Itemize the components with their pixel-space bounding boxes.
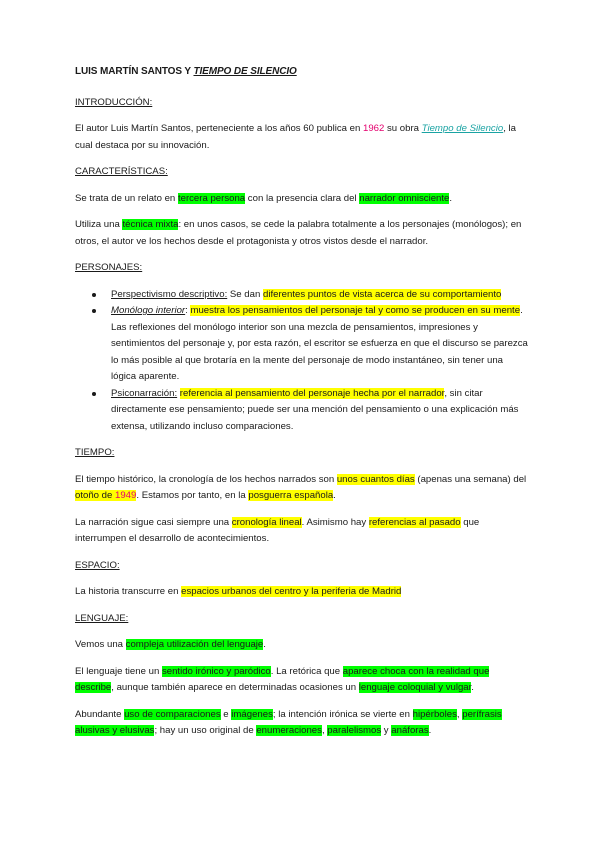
heading-espacio: ESPACIO: — [75, 559, 120, 571]
text: , — [321, 725, 328, 736]
item-label: Psiconarración: — [111, 387, 178, 399]
highlight: aparece choca con la realidad que describe — [75, 665, 490, 693]
text: La narración sigue casi siempre una — [75, 516, 232, 528]
caracteristicas-paragraph-1 — [75, 191, 530, 208]
text: . — [263, 639, 266, 650]
text: El lenguaje tiene un — [75, 665, 162, 677]
highlight: anáforas — [391, 725, 429, 736]
text: Vemos una — [75, 639, 126, 650]
tiempo-paragraph-2 — [75, 515, 530, 548]
heading-personajes: PERSONAJES: — [75, 262, 143, 273]
text: . La retórica que — [270, 665, 343, 677]
highlight: espacios urbanos del centro y la periferia de Madrid — [181, 586, 402, 597]
text: ; hay un uso original de — [154, 725, 257, 736]
highlight: referencias al pasado — [368, 516, 461, 528]
intro-paragraph — [75, 121, 530, 154]
highlight: posguerra española — [248, 490, 334, 501]
text: (apenas una semana) del — [414, 473, 527, 485]
text: e — [220, 708, 232, 720]
year-1949: 1949 — [115, 490, 137, 501]
text: Utiliza una — [75, 219, 123, 230]
highlight: compleja utilización del lenguaje — [125, 639, 264, 650]
highlight: lenguaje coloquial y vulgar — [358, 682, 472, 693]
text: , la cual destaca por su innovación. — [75, 123, 517, 151]
highlight: técnica mixta — [122, 219, 179, 230]
highlight: paralelismos — [327, 725, 382, 736]
text: otoño de — [75, 490, 116, 501]
text: La historia transcurre en — [75, 586, 182, 597]
text: : en unos casos, se cede la palabra totalmente a los personajes (monólogos); en otros, el autor ve los hechos desde el protagonista y otros vistos desde el narrador. — [75, 219, 522, 247]
highlight: cronología lineal — [231, 516, 302, 528]
highlight: diferentes puntos de vista acerca de su comportamiento — [262, 288, 502, 300]
heading-caracteristicas: CARACTERÍSTICAS: — [75, 166, 168, 177]
text: : — [185, 305, 191, 316]
personajes-list — [75, 287, 530, 436]
text: . — [428, 725, 432, 736]
text: , aunque también aparece en determinadas ocasiones un — [111, 682, 359, 693]
item-label: Perspectivismo descriptivo: — [111, 288, 228, 300]
tiempo-paragraph-1 — [75, 472, 530, 505]
work-link[interactable]: Tiempo de Silencio — [421, 123, 504, 134]
year-1962: 1962 — [363, 123, 385, 134]
list-item — [111, 386, 530, 436]
lenguaje-paragraph-3 — [75, 707, 530, 740]
title-work: TIEMPO DE SILENCIO — [193, 66, 297, 77]
text: y — [381, 725, 392, 736]
highlight: referencia al pensamiento del personaje hecha por el narrador — [179, 387, 445, 399]
heading-lenguaje: LENGUAJE: — [75, 612, 129, 624]
text: ; la intención irónica se vierte en — [272, 708, 413, 720]
document-title — [75, 64, 530, 81]
highlight — [75, 490, 136, 501]
text: . — [449, 192, 453, 204]
item-label: Monólogo interior — [111, 305, 186, 316]
heading-tiempo: TIEMPO: — [75, 447, 115, 458]
espacio-paragraph — [75, 584, 530, 601]
text: . Estamos por tanto, en la — [136, 490, 249, 501]
text: que interrumpen el desarrollo de acontecimientos. — [75, 516, 480, 544]
list-item — [111, 303, 530, 386]
text: con la presencia clara del — [245, 192, 360, 204]
caracteristicas-paragraph-2 — [75, 217, 530, 250]
highlight: imágenes — [231, 708, 273, 720]
highlight: sentido irónico y paródico — [161, 665, 271, 677]
lenguaje-paragraph-1 — [75, 637, 530, 654]
highlight: enumeraciones — [256, 725, 322, 736]
text: , sin citar directamente ese pensamiento; puede ser una mención del pensamiento o una explicación más extensa, utilizando incluso comparaciones. — [111, 387, 519, 432]
text: . Las reflexiones del monólogo interior son una mezcla de pensamientos, impresiones y sentimientos del personaje y, por esta razón, el escritor se esfuerza en que el discurso se parezca lo más posible al que brotaría en la mente del personaje de modo instantáneo, sin tener una lógica aparente. — [111, 305, 528, 382]
text: . — [333, 490, 336, 501]
highlight: hipérboles — [412, 708, 457, 720]
highlight: muestra los pensamientos del personaje tal y como se producen en su mente — [190, 305, 521, 316]
text: El autor Luis Martín Santos, perteneciente a los años 60 publica en — [75, 123, 363, 134]
text: Abundante — [75, 708, 125, 720]
text: . Asimismo hay — [301, 516, 369, 528]
text: Se dan — [227, 288, 263, 300]
highlight: unos cuantos días — [336, 473, 415, 485]
document-content — [75, 64, 530, 750]
text: , — [456, 708, 463, 720]
highlight: narrador omnisciente — [359, 192, 450, 204]
highlight: perífrasis alusivas y elusivas — [75, 708, 502, 736]
text: Se trata de un relato en — [75, 192, 178, 204]
text: su obra — [384, 123, 422, 134]
text: El tiempo histórico, la cronología de los hechos narrados son — [75, 473, 337, 485]
lenguaje-paragraph-2 — [75, 664, 530, 697]
title-author: LUIS MARTÍN SANTOS Y — [75, 66, 194, 77]
highlight: uso de comparaciones — [124, 708, 221, 720]
list-item — [111, 287, 530, 304]
highlight: tercera persona — [177, 192, 246, 204]
heading-introduccion: INTRODUCCIÓN: — [75, 96, 153, 108]
text: . — [471, 682, 474, 693]
